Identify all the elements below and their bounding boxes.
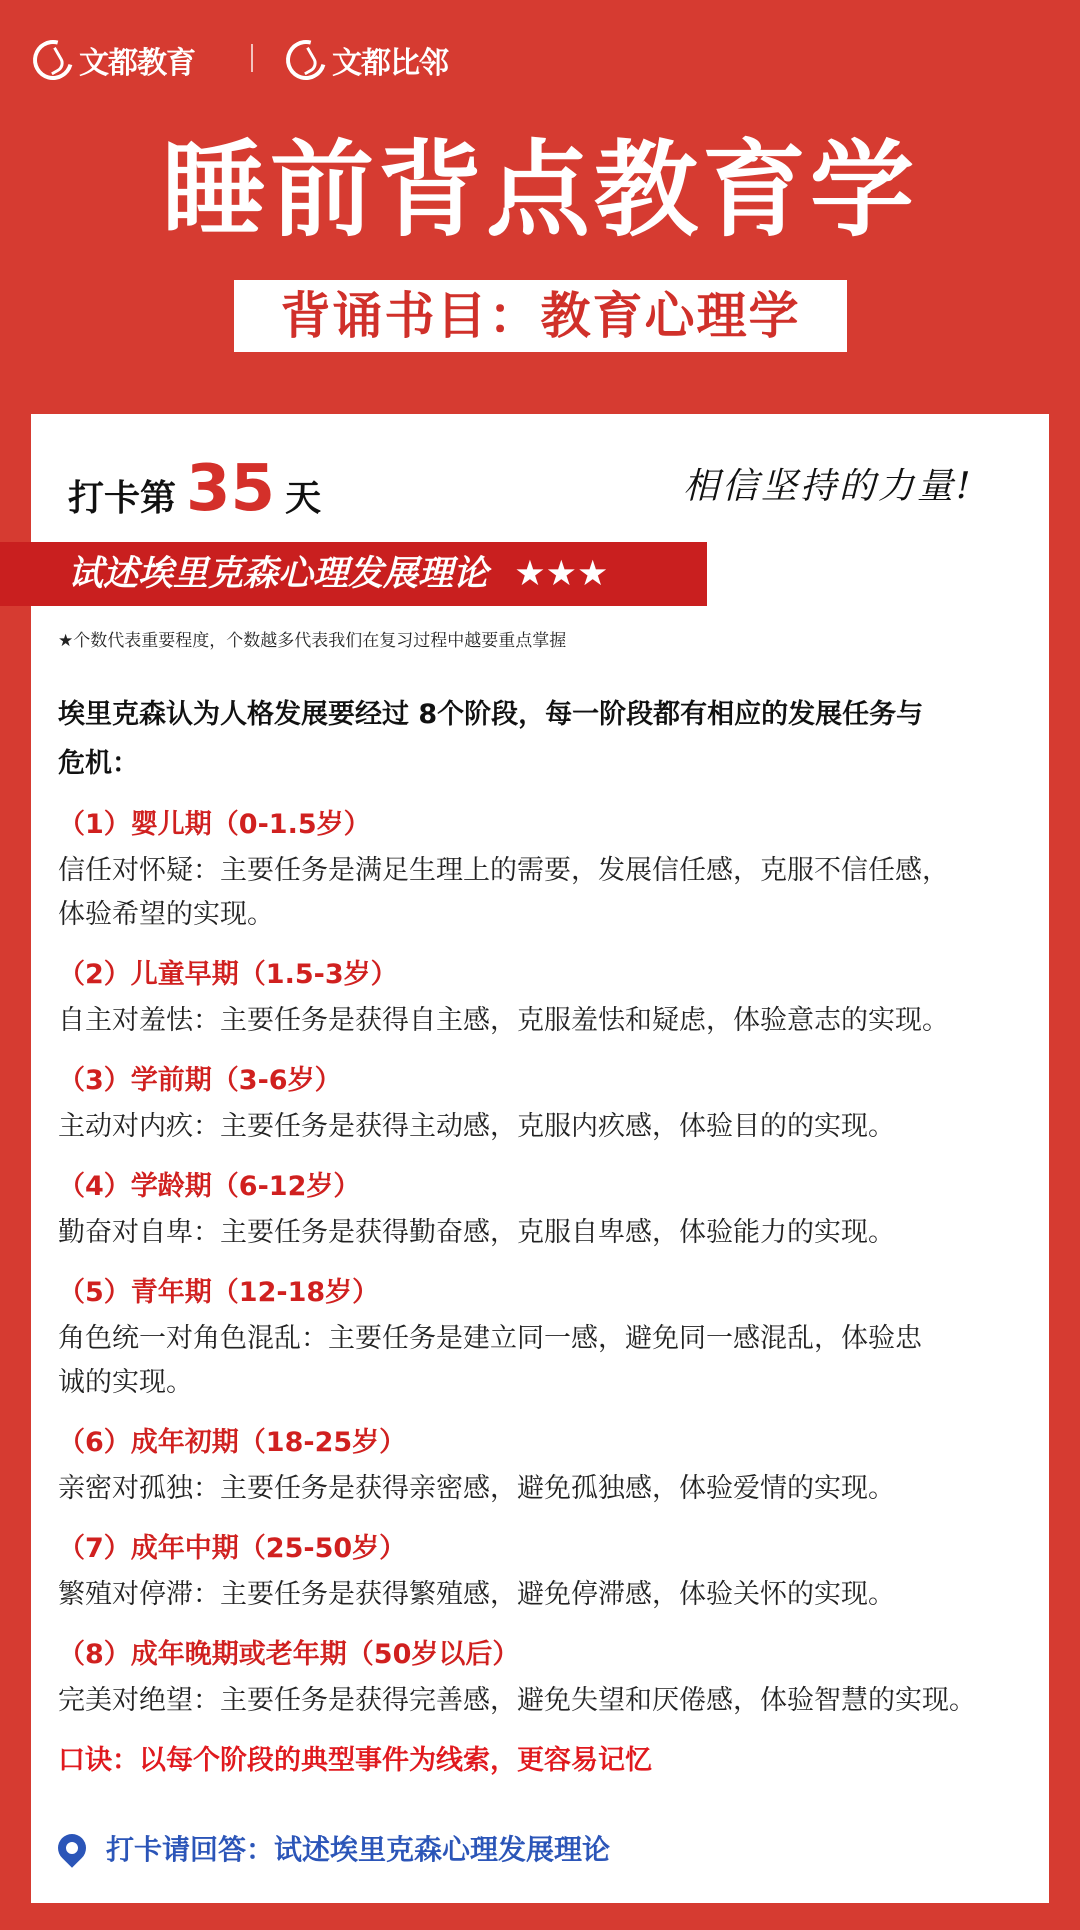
intro [58, 690, 1043, 788]
stage-heading: （3）学前期（3-6岁） [58, 1065, 342, 1096]
stage-heading: （7）成年中期（25-50岁） [58, 1533, 407, 1564]
stage-item [58, 801, 1043, 937]
stage-heading: （2）儿童早期（1.5-3岁） [58, 959, 398, 990]
stage-item [58, 1269, 1043, 1405]
stage-list [58, 801, 1043, 1723]
stage-heading: （4）学龄期（6-12岁） [58, 1171, 361, 1202]
footer-prompt [58, 1828, 610, 1868]
stage-item [58, 1163, 1043, 1255]
stage-heading: （1）婴儿期（0-1.5岁） [58, 809, 371, 840]
stage-description-line: 主动对内疚：主要任务是获得主动感，克服内疚感，体验目的的实现。 [58, 1111, 895, 1142]
mnemonic: 口诀：以每个阶段的典型事件为线索，更容易记忆 [58, 1745, 652, 1776]
checkin-suffix: 天 [285, 478, 322, 519]
wendu-education-logo [33, 38, 195, 82]
stage-description-line: 信任对怀疑：主要任务是满足生理上的需要，发展信任感，克服不信任感， [58, 855, 949, 886]
book-subtitle: 背诵书目：教育心理学 [234, 280, 847, 352]
stage-description-line: 角色统一对角色混乱：主要任务是建立同一感，避免同一感混乱，体验忠 [58, 1323, 922, 1354]
motto: 相信坚持的力量! [683, 466, 974, 507]
intro-line: 埃里克森认为人格发展要经过 8个阶段，每一阶段都有相应的发展任务与 [58, 699, 924, 730]
stage-description-line: 体验希望的实现。 [58, 899, 274, 930]
checkin-day [68, 452, 321, 526]
stage-description-line: 繁殖对停滞：主要任务是获得繁殖感，避免停滞感，体验关怀的实现。 [58, 1579, 895, 1610]
importance-note: ★个数代表重要程度，个数越多代表我们在复习过程中越要重点掌握 [58, 631, 567, 651]
wendu-logo-icon [26, 33, 81, 88]
stage-description-line: 自主对羞怯：主要任务是获得自主感，克服羞怯和疑虑，体验意志的实现。 [58, 1005, 949, 1036]
content [58, 690, 1043, 1785]
wendu-bilin-logo [286, 38, 448, 82]
stage-item [58, 1631, 1043, 1723]
stage-item [58, 951, 1043, 1043]
location-pin-icon [52, 1828, 92, 1868]
logo-divider [251, 44, 253, 72]
question-title: 试述埃里克森心理发展理论 [68, 554, 489, 594]
logo-text: 文都比邻 [332, 46, 448, 81]
stage-description-line: 完美对绝望：主要任务是获得完善感，避免失望和厌倦感，体验智慧的实现。 [58, 1685, 976, 1716]
logo-text: 文都教育 [79, 46, 195, 81]
stage-item [58, 1525, 1043, 1617]
stage-heading: （6）成年初期（18-25岁） [58, 1427, 407, 1458]
wendu-logo-icon [279, 33, 334, 88]
checkin-prefix: 打卡第 [68, 478, 177, 519]
stage-description-line: 勤奋对自卑：主要任务是获得勤奋感，克服自卑感，体验能力的实现。 [58, 1217, 895, 1248]
stage-item [58, 1419, 1043, 1511]
footer-text: 打卡请回答：试述埃里克森心理发展理论 [106, 1833, 611, 1866]
stage-item [58, 1057, 1043, 1149]
intro-line: 危机： [58, 748, 139, 779]
question-banner [0, 542, 707, 606]
stage-heading: （8）成年晚期或老年期（50岁以后） [58, 1639, 520, 1670]
stage-description-line: 亲密对孤独：主要任务是获得亲密感，避免孤独感，体验爱情的实现。 [58, 1473, 895, 1504]
page-title: 睡前背点教育学 [161, 129, 918, 251]
stage-description-line: 诚的实现。 [58, 1367, 193, 1398]
checkin-day-number: 35 [186, 452, 276, 526]
importance-stars: ★★★ [514, 554, 609, 594]
stage-heading: （5）青年期（12-18岁） [58, 1277, 380, 1308]
